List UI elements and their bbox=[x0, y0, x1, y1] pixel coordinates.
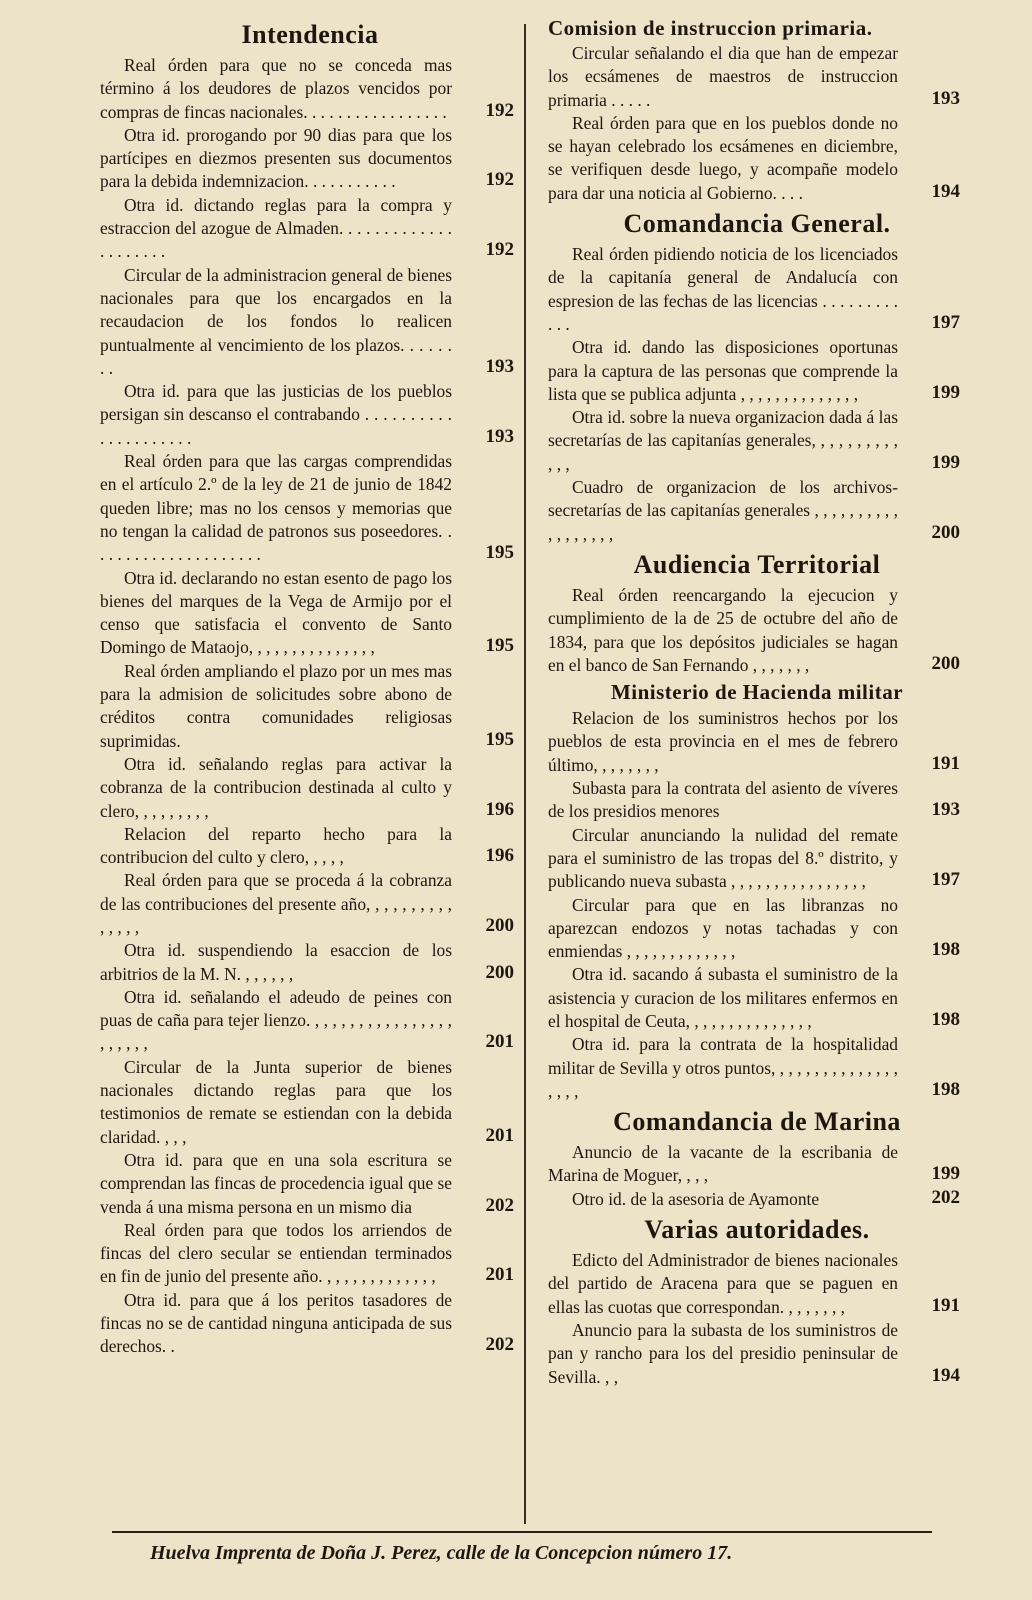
entry-text: Circular anunciando la nulidad del remate para el suministro de las tropas del 8.º distrito, y publicando nueva subasta , , , , , , , , , , , , , , , , bbox=[548, 824, 898, 892]
entry-text: Relacion del reparto hecho para la contribucion del culto y clero, , , , , bbox=[100, 823, 452, 868]
printer-imprint: Huelva Imprenta de Doña J. Perez, calle de la Concepcion número 17. bbox=[150, 1542, 733, 1564]
page-number: 202 bbox=[931, 1186, 960, 1208]
page-number: 201 bbox=[485, 1264, 514, 1286]
entry-text: Real órden para que en los pueblos donde no se hayan celebrado los ecsámenes en diciembre, se verifiquen desde luego, y acompañe modelo para dar una noticia al Gobierno. . . . bbox=[548, 112, 898, 203]
index-entry bbox=[100, 380, 520, 450]
entry-text: Circular señalando el dia que han de empezar los ecsámenes de maestros de instruccion primaria . . . . . bbox=[548, 43, 898, 110]
entry-text: Relacion de los suministros hechos por los pueblos de esta provincia en el mes de febrero último, , , , , , , , bbox=[548, 708, 898, 775]
entry-text: Real órden pidiendo noticia de los licenciados de la capitanía general de Andalucía con espresion de las fechas de las licencias . . . . . . . . . . . . bbox=[548, 244, 898, 334]
index-entry bbox=[100, 869, 520, 939]
entry-text: Otro id. de la asesoria de Ayamonte bbox=[572, 1188, 820, 1209]
entry-text: Otra id. suspendiendo la esaccion de los arbitrios de la M. N. , , , , , , bbox=[100, 940, 452, 984]
page-number: 201 bbox=[485, 1124, 514, 1146]
index-entry bbox=[100, 823, 520, 870]
entry-text: Circular de la Junta superior de bienes nacionales dictando reglas para que los testimonios de remate se estiendan con la debida claridad. , , , bbox=[100, 1056, 452, 1147]
page-number: 196 bbox=[485, 845, 514, 867]
index-entry bbox=[548, 336, 966, 406]
section-heading: Audiencia Territorial bbox=[633, 549, 881, 579]
page-number: 199 bbox=[931, 451, 960, 473]
section-heading: Ministerio de Hacienda militar bbox=[610, 680, 904, 705]
section-heading: Varias autoridades. bbox=[644, 1215, 870, 1245]
page-number: 192 bbox=[485, 239, 514, 261]
section-heading: Comandancia General. bbox=[623, 209, 891, 239]
entry-text: Anuncio de la vacante de la escribania de Marina de Moguer, , , , bbox=[548, 1142, 898, 1186]
index-entry bbox=[548, 1033, 966, 1103]
page-number: 198 bbox=[931, 1078, 960, 1100]
index-entry bbox=[548, 42, 966, 112]
entry-text: Otra id. sobre la nueva organizacion dada á las secretarías de las capitanías generales, , , , , , , , , , , , , bbox=[548, 407, 898, 474]
page-number: 197 bbox=[931, 869, 960, 891]
entry-text: Otra id. prorogando por 90 dias para que los partícipes en diezmos presenten sus documentos para la debida indemnizacion. . . . . . . . . . . bbox=[100, 124, 452, 192]
page-number: 202 bbox=[485, 1334, 514, 1356]
page-number: 193 bbox=[931, 87, 960, 109]
page-number: 192 bbox=[485, 99, 514, 121]
entry-text: Otra id. dictando reglas para la compra y estraccion del azogue de Almaden. . . . . . . . . . . . . . . . . . . . . bbox=[100, 194, 452, 262]
index-entry bbox=[548, 1188, 966, 1211]
page-number: 198 bbox=[931, 939, 960, 961]
page-number: 200 bbox=[931, 652, 960, 674]
entry-text: Real órden para que todos los arriendos de fincas del clero secular se entiendan terminados en fin de junio del presente año. , , , , , , , , , , , , , bbox=[100, 1219, 452, 1287]
section-heading: Comandancia de Marina bbox=[613, 1107, 901, 1137]
index-entry bbox=[548, 112, 966, 205]
entry-text: Otra id. para que en una sola escritura se comprendan las fincas de procedencia igual que se venda á una misma persona en un mismo dia bbox=[100, 1149, 453, 1217]
page-number: 200 bbox=[485, 914, 514, 936]
index-entry bbox=[100, 1219, 520, 1289]
index-entry bbox=[100, 54, 520, 124]
index-entry bbox=[100, 1289, 520, 1359]
entry-text: Real órden ampliando el plazo por un mes mas para la admision de solicitudes sobre abono de créditos contra comunidades religiosas suprimidas. bbox=[100, 660, 452, 751]
entry-text: Otra id. para la contrata de la hospitalidad militar de Sevilla y otros puntos, , , , , , , , , , , , , , , , , , , bbox=[548, 1034, 898, 1101]
section-heading-intendencia: Intendencia bbox=[241, 20, 379, 49]
index-entry bbox=[100, 986, 520, 1056]
page-number: 201 bbox=[485, 1031, 514, 1053]
index-entry bbox=[548, 243, 966, 336]
entry-text: Otra id. señalando reglas para activar la cobranza de la contribucion destinada al culto y clero, , , , , , , , , bbox=[100, 753, 452, 821]
page-number: 192 bbox=[485, 169, 514, 191]
page-number: 194 bbox=[931, 1364, 960, 1386]
entry-text: Otra id. señalando el adeudo de peines con puas de caña para tejer lienzo. , , , , , , , , , , , , , , , , , , , , , , bbox=[100, 986, 452, 1054]
index-entry bbox=[100, 1056, 520, 1149]
entry-text: Otra id. dando las disposiciones oportunas para la captura de las personas que comprende la lista que se publica adjunta , , , , , , , , , , , , , , bbox=[548, 337, 898, 404]
index-entry bbox=[548, 894, 966, 964]
index-entry bbox=[100, 124, 520, 194]
index-entry bbox=[100, 753, 520, 823]
entry-text: Real órden para que no se conceda mas término á los deudores de plazos vencidos por compras de fincas nacionales. . . . . . . . . . . . . . . . . bbox=[100, 55, 452, 122]
index-entry bbox=[100, 450, 520, 566]
right-sections bbox=[548, 16, 966, 1389]
entry-text: Otra id. para que á los peritos tasadores de fincas no se de cantidad ninguna anticipada de sus derechos. . bbox=[100, 1289, 452, 1357]
entry-text: Circular para que en las libranzas no aparezcan endozos y notas tachadas y con enmiendas , , , , , , , , , , , , , bbox=[548, 894, 898, 962]
entry-text: Real órden para que se proceda á la cobranza de las contribuciones del presente año, , , , , , , , , , , , , , , bbox=[100, 870, 452, 937]
index-entry bbox=[100, 567, 520, 660]
page-number: 199 bbox=[931, 1163, 960, 1185]
page-number: 195 bbox=[485, 542, 514, 564]
page-number: 191 bbox=[931, 1294, 960, 1316]
index-entry bbox=[100, 1149, 520, 1219]
index-entry bbox=[548, 777, 966, 824]
index-entry bbox=[548, 963, 966, 1033]
entry-text: Otra id. para que las justicias de los pueblos persigan sin descanso el contrabando . . . . . . . . . . . . . . . . . . . . . bbox=[100, 381, 452, 448]
left-column bbox=[100, 16, 520, 1359]
entry-text: Otra id. declarando no estan esento de pago los bienes del marques de la Vega de Armijo por el censo que satisfacia el convento de Santo Domingo de Mataojo, , , , , , , , , , , , , , , bbox=[100, 567, 452, 658]
index-entry bbox=[548, 1319, 966, 1389]
page-number: 200 bbox=[931, 521, 960, 543]
page-number: 197 bbox=[931, 311, 960, 333]
entry-text: Otra id. sacando á subasta el suministro de la asistencia y curacion de los militares enfermos en el hospital de Ceuta, , , , , , , , , , , , , , , bbox=[548, 964, 898, 1031]
page-number: 191 bbox=[931, 752, 960, 774]
page-number: 193 bbox=[485, 355, 514, 377]
page-number: 198 bbox=[931, 1008, 960, 1030]
page-number: 195 bbox=[485, 635, 514, 657]
column-divider bbox=[524, 24, 526, 1524]
index-entry bbox=[548, 406, 966, 476]
index-entry bbox=[548, 824, 966, 894]
index-entry bbox=[100, 194, 520, 264]
entry-text: Circular de la administracion general de bienes nacionales para que los encargados en la recaudacion de los fondos lo realicen puntualmente al vencimiento de los plazos. . . . . . . . bbox=[100, 264, 452, 378]
index-entry bbox=[548, 1249, 966, 1319]
index-entry bbox=[548, 584, 966, 677]
index-entry bbox=[548, 1141, 966, 1188]
index-entry bbox=[548, 707, 966, 777]
page-number: 194 bbox=[931, 180, 960, 202]
entry-text: Edicto del Administrador de bienes nacionales del partido de Aracena para que se paguen en ellas las cuotas que correspondan. , , , , , , , bbox=[548, 1250, 898, 1317]
entry-text: Real órden reencargando la ejecucion y cumplimiento de la de 25 de octubre del año de 1834, para que los depósitos judiciales se hagan en el banco de San Fernando , , , , , , , bbox=[548, 584, 898, 675]
left-entries bbox=[100, 54, 520, 1359]
page-number: 199 bbox=[931, 381, 960, 403]
entry-text: Real órden para que las cargas comprendidas en el artículo 2.º de la ley de 21 de junio de 1842 queden libre; mas no los censos y memorias que no tengan la calidad de patronos sus poseedores. . . . . . . . . . . . . . . . . . . . . bbox=[100, 451, 452, 565]
section-heading: Comision de instruccion primaria. bbox=[548, 16, 873, 40]
footer-rule bbox=[112, 1531, 932, 1533]
index-entry bbox=[548, 476, 966, 546]
entry-text: Cuadro de organizacion de los archivos-secretarías de las capitanías generales , , , , , , , , , , , , , , , , , , bbox=[548, 477, 898, 544]
page-number: 193 bbox=[485, 425, 514, 447]
entry-text: Anuncio para la subasta de los suministros de pan y rancho para los del presidio peninsular de Sevilla. , , bbox=[548, 1319, 898, 1387]
page-number: 200 bbox=[485, 961, 514, 983]
index-entry bbox=[100, 939, 520, 986]
index-entry bbox=[100, 660, 520, 753]
index-entry bbox=[100, 264, 520, 380]
page-number: 195 bbox=[485, 728, 514, 750]
entry-text: Subasta para la contrata del asiento de víveres de los presidios menores bbox=[548, 778, 898, 822]
page-number: 196 bbox=[485, 798, 514, 820]
page-number: 193 bbox=[931, 799, 960, 821]
page-number: 202 bbox=[485, 1194, 514, 1216]
right-column bbox=[548, 16, 966, 1389]
